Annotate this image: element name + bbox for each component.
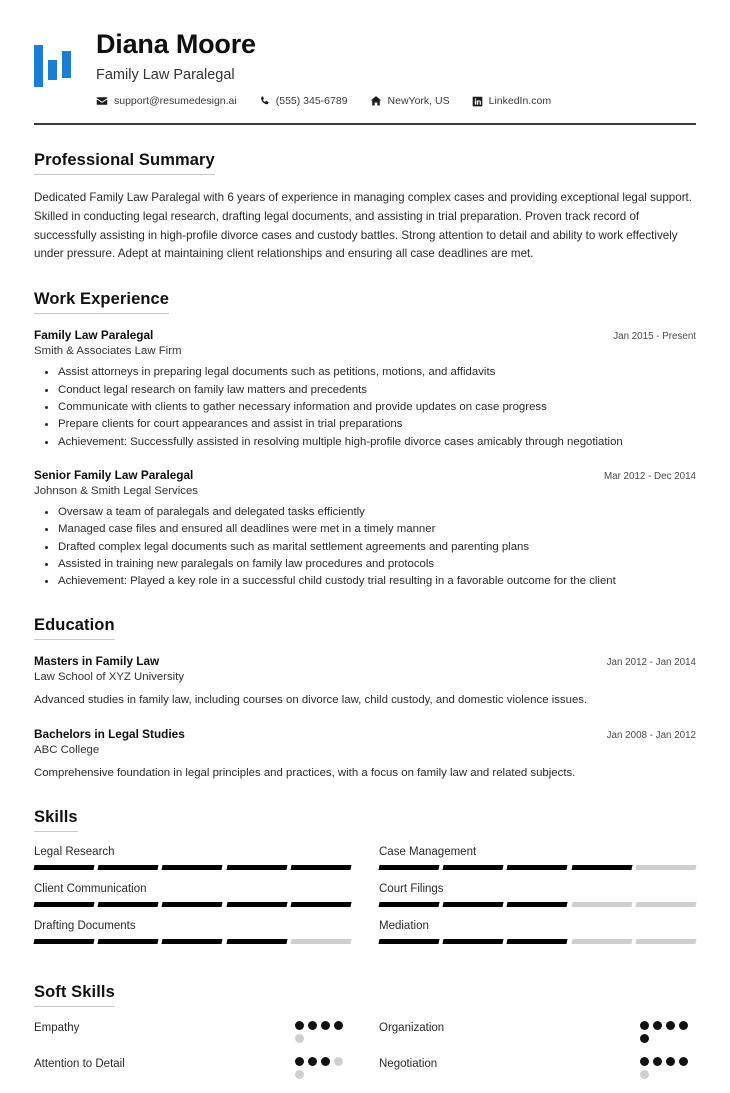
- contact-location[interactable]: [370, 95, 450, 107]
- rating-dot: [295, 1057, 304, 1066]
- section-title-summary: Professional Summary: [34, 151, 215, 175]
- skill-label: Legal Research: [34, 845, 115, 858]
- skill-segment: [507, 865, 568, 870]
- skill-label: Client Communication: [34, 882, 147, 895]
- rating-dot: [321, 1021, 330, 1030]
- skill-segment: [507, 902, 568, 907]
- rating-dot: [308, 1057, 317, 1066]
- rating-dot: [679, 1021, 688, 1030]
- skill-level-bar: [34, 939, 351, 944]
- education-school: Law School of XYZ University: [34, 671, 185, 684]
- section-title-soft-skills: Soft Skills: [34, 983, 115, 1007]
- rating-dot: [640, 1034, 649, 1043]
- home-icon: [370, 95, 382, 107]
- logo-bar-2: [48, 60, 57, 80]
- skills-grid: [34, 846, 696, 957]
- skill-segment: [635, 902, 696, 907]
- skill-label: Drafting Documents: [34, 919, 136, 932]
- work-bullet: Achievement: Played a key role in a successful child custody trial resulting in a favorable outcome for the client: [56, 573, 696, 590]
- resume-header: [34, 0, 696, 107]
- skill-item: [379, 920, 696, 944]
- phone-icon: [259, 95, 270, 107]
- work-company: Smith & Associates Law Firm: [34, 345, 182, 358]
- rating-dot: [640, 1021, 649, 1030]
- rating-dot: [295, 1021, 304, 1030]
- work-bullet: Prepare clients for court appearances and assist in trial preparations: [56, 416, 696, 433]
- work-date: Jan 2015 - Present: [613, 331, 696, 343]
- contact-linkedin[interactable]: [472, 95, 551, 107]
- rating-dot: [321, 1057, 330, 1066]
- work-role: Senior Family Law Paralegal: [34, 467, 194, 482]
- work-company: Johnson & Smith Legal Services: [34, 484, 198, 497]
- section-skills: [34, 808, 696, 957]
- education-entry: [34, 727, 696, 782]
- skill-segment: [571, 865, 632, 870]
- skill-segment: [98, 939, 159, 944]
- skill-segment: [33, 939, 94, 944]
- soft-skill-label: Negotiation: [379, 1057, 438, 1070]
- skill-segment: [162, 865, 223, 870]
- work-bullet: Oversaw a team of paralegals and delegated tasks efficiently: [56, 504, 696, 521]
- rating-dot: [295, 1034, 304, 1043]
- rating-dot: [295, 1070, 304, 1079]
- logo-bar-3: [62, 51, 71, 78]
- section-soft-skills: [34, 983, 696, 1093]
- contact-email[interactable]: [96, 95, 237, 107]
- skill-segment: [443, 939, 504, 944]
- soft-skill-item: [34, 1021, 351, 1043]
- soft-skill-label: Organization: [379, 1021, 445, 1034]
- contact-phone-text: (555) 345-6789: [275, 95, 348, 108]
- skill-label: Case Management: [379, 845, 477, 858]
- summary-text: Dedicated Family Law Paralegal with 6 years of experience in managing complex cases and providing exceptional legal support. Skilled in conducting legal research, drafting legal documents, and assisting in trial preparation. Proven track record of successfully assisting in high-profile divorce cases and custody battles. Strong attention to detail and ability to work effectively under pressure. Adept at maintaining client relationships and ensuring all case deadlines are met.: [34, 191, 692, 261]
- rating-dot: [653, 1057, 662, 1066]
- education-school: ABC College: [34, 743, 100, 756]
- rating-dot: [666, 1057, 675, 1066]
- work-bullets: [34, 504, 696, 591]
- soft-skill-rating: [295, 1057, 351, 1079]
- section-title-work: Work Experience: [34, 290, 169, 314]
- skill-segment: [226, 939, 287, 944]
- education-description: Comprehensive foundation in legal principles and practices, with a focus on family law and related subjects.: [34, 766, 576, 779]
- education-date: Jan 2008 - Jan 2012: [606, 729, 696, 741]
- skill-label: Court Filings: [379, 882, 444, 895]
- skill-segment: [33, 902, 94, 907]
- work-bullet: Achievement: Successfully assisted in resolving multiple high-profile divorce cases amicably through negotiation: [56, 434, 696, 451]
- candidate-job-title: Family Law Paralegal: [96, 66, 235, 83]
- rating-dot: [640, 1057, 649, 1066]
- rating-dot: [308, 1021, 317, 1030]
- education-date: Jan 2012 - Jan 2014: [606, 657, 696, 669]
- skill-level-bar: [379, 902, 696, 907]
- work-bullet: Conduct legal research on family law matters and precedents: [56, 382, 696, 399]
- skill-segment: [290, 902, 351, 907]
- skill-segment: [571, 939, 632, 944]
- work-role: Family Law Paralegal: [34, 328, 154, 343]
- skill-level-bar: [379, 865, 696, 870]
- skill-label: Mediation: [379, 919, 429, 932]
- education-degree: Bachelors in Legal Studies: [34, 726, 185, 741]
- soft-skill-label: Empathy: [34, 1021, 80, 1034]
- soft-skill-rating: [295, 1021, 351, 1043]
- envelope-icon: [96, 95, 108, 107]
- section-work-experience: [34, 290, 696, 590]
- rating-dot: [666, 1021, 675, 1030]
- soft-skill-rating: [640, 1057, 696, 1079]
- skill-segment: [162, 939, 223, 944]
- section-professional-summary: [34, 151, 696, 264]
- rating-dot: [334, 1057, 343, 1066]
- work-bullet: Communicate with clients to gather necessary information and provide updates on case progress: [56, 399, 696, 416]
- skill-segment: [443, 865, 504, 870]
- candidate-name: Diana Moore: [96, 29, 256, 59]
- skill-segment: [635, 865, 696, 870]
- skill-level-bar: [34, 865, 351, 870]
- skill-segment: [162, 902, 223, 907]
- work-date: Mar 2012 - Dec 2014: [603, 470, 696, 482]
- skill-segment: [507, 939, 568, 944]
- contact-location-text: NewYork, US: [387, 95, 450, 108]
- work-bullet: Managed case files and ensured all deadlines were met in a timely manner: [56, 521, 696, 538]
- work-bullet: Drafted complex legal documents such as marital settlement agreements and parenting plans: [56, 539, 696, 556]
- skill-item: [379, 883, 696, 907]
- header-divider: [34, 123, 696, 125]
- skill-segment: [378, 865, 439, 870]
- soft-skills-grid: [34, 1021, 696, 1093]
- work-bullets: [34, 364, 696, 451]
- skill-item: [379, 846, 696, 870]
- section-title-education: Education: [34, 616, 115, 640]
- rating-dot: [679, 1057, 688, 1066]
- work-bullet: Assist attorneys in preparing legal documents such as petitions, motions, and affidavits: [56, 364, 696, 381]
- skill-segment: [378, 902, 439, 907]
- skill-segment: [98, 865, 159, 870]
- skill-segment: [443, 902, 504, 907]
- contact-phone[interactable]: [259, 95, 348, 107]
- skill-segment: [571, 902, 632, 907]
- contact-email-text: support@resumedesign.ai: [114, 95, 237, 108]
- education-degree: Masters in Family Law: [34, 654, 160, 669]
- skill-segment: [98, 902, 159, 907]
- skill-segment: [33, 865, 94, 870]
- rating-dot: [653, 1021, 662, 1030]
- rating-dot: [640, 1070, 649, 1079]
- brand-logo-icon: [34, 42, 82, 90]
- soft-skill-item: [379, 1057, 696, 1079]
- soft-skill-rating: [640, 1021, 696, 1043]
- linkedin-icon: [472, 96, 483, 107]
- work-entry: [34, 328, 696, 451]
- work-entry: [34, 468, 696, 591]
- logo-bar-1: [34, 45, 43, 87]
- education-description: Advanced studies in family law, including courses on divorce law, child custody, and domestic violence issues.: [34, 694, 588, 707]
- contact-linkedin-text: LinkedIn.com: [488, 95, 552, 108]
- soft-skill-label: Attention to Detail: [34, 1057, 125, 1070]
- section-education: [34, 616, 696, 781]
- skill-segment: [226, 865, 287, 870]
- skill-segment: [290, 865, 351, 870]
- skill-segment: [290, 939, 351, 944]
- education-entry: [34, 654, 696, 709]
- section-title-skills: Skills: [34, 808, 78, 832]
- skill-level-bar: [379, 939, 696, 944]
- skill-level-bar: [34, 902, 351, 907]
- skill-item: [34, 846, 351, 870]
- skill-segment: [226, 902, 287, 907]
- skill-item: [34, 883, 351, 907]
- work-bullet: Assisted in training new paralegals on family law procedures and protocols: [56, 556, 696, 573]
- contact-row: [96, 95, 696, 107]
- soft-skill-item: [34, 1057, 351, 1079]
- skill-segment: [635, 939, 696, 944]
- skill-segment: [378, 939, 439, 944]
- skill-item: [34, 920, 351, 944]
- rating-dot: [334, 1021, 343, 1030]
- header-text-block: [96, 30, 696, 107]
- soft-skill-item: [379, 1021, 696, 1043]
